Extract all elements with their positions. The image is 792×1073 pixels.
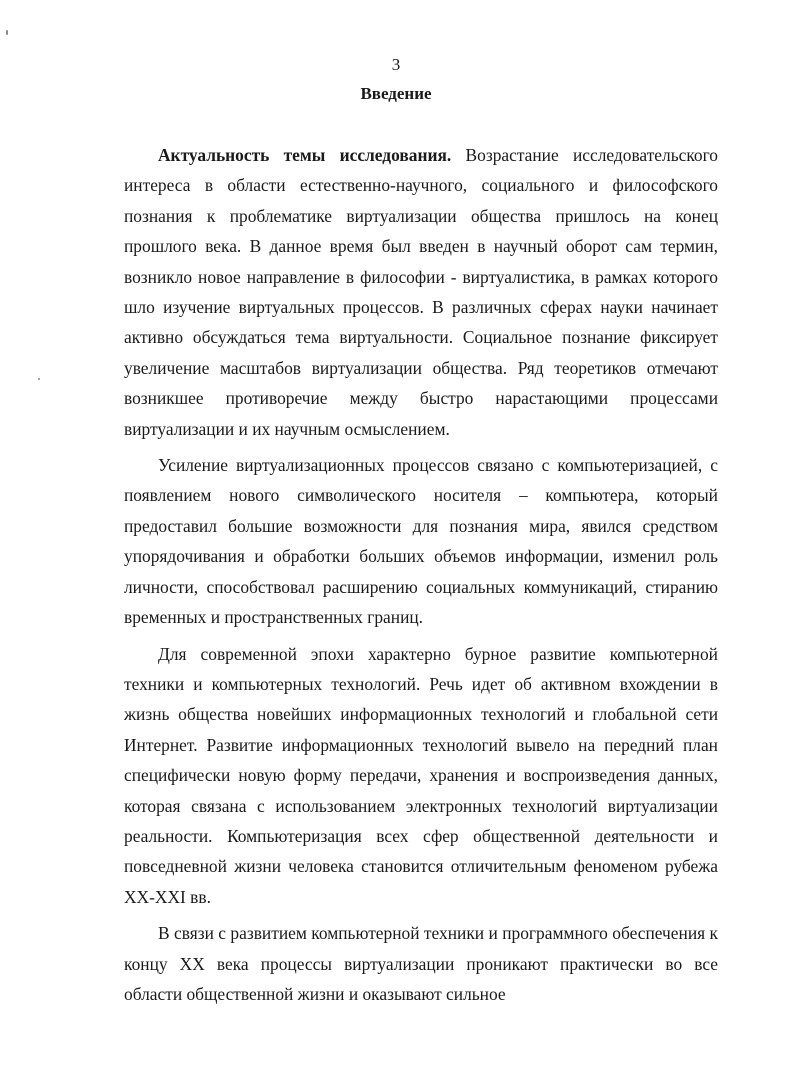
body-text <box>124 140 718 1009</box>
scan-mark <box>6 30 8 35</box>
paragraph-text: Возрастание исследовательского интереса в области естественно-научного, социального и философского познания к проблематике виртуализации общества пришлось на конец прошлого века. В данное время был введен в научный оборот сам термин, возникло новое направление в философии - виртуалистика, в рамках которого шло изучение виртуальных процессов. В различных сферах науки начинает активно обсуждаться тема виртуальности. Социальное познание фиксирует увеличение масштабов виртуализации общества. Ряд теоретиков отмечают возникшее противоречие между быстро нарастающими процессами виртуализации и их научным осмыслением. <box>124 145 718 439</box>
section-heading: Введение <box>360 84 432 103</box>
paragraph: Для современной эпохи характерно бурное развитие компьютерной техники и компьютерных технологий. Речь идет об активном вхождении в жизнь общества новейших информационных технологий и глобальной сети Интернет. Развитие информационных технологий вывело на передний план специфически новую форму передачи, хранения и воспроизведения данных, которая связана с использованием электронных технологий виртуализации реальности. Компьютеризация всех сфер общественной деятельности и повседневной жизни человека становится отличительным феноменом рубежа XX-XXI вв. <box>124 643 718 907</box>
paragraph-lead: Актуальность темы исследования. <box>158 145 452 165</box>
paragraph <box>124 140 718 444</box>
paragraph: В связи с развитием компьютерной техники и программного обеспечения к концу XX века процессы виртуализации проникают практически во все области общественной жизни и оказывают сильное <box>124 923 718 1004</box>
paragraph: Усиление виртуализационных процессов связано с компьютеризацией, с появлением нового символического носителя – компьютера, который предоставил большие возможности для познания мира, явился средством упорядочивания и обработки больших объемов информации, изменил роль личности, способствовал расширению социальных коммуникаций, стиранию временных и пространственных границ. <box>124 455 718 628</box>
page-number: 3 <box>391 55 401 74</box>
scan-mark <box>38 378 40 380</box>
